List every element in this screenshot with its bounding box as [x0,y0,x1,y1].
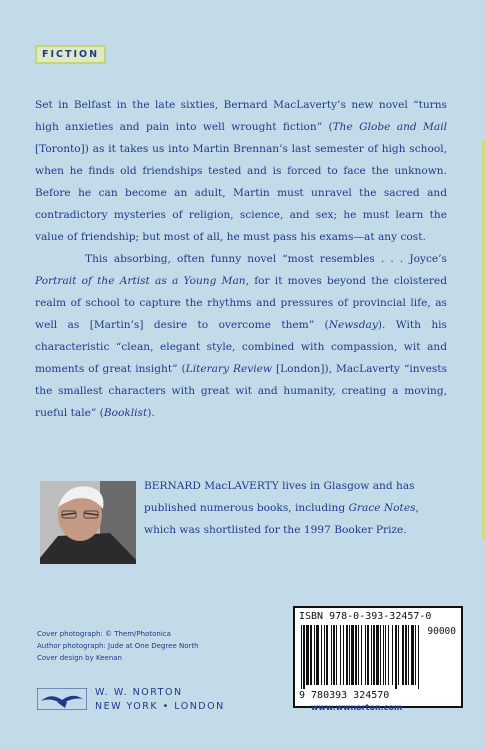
description-paragraph-2: This absorbing, often funny novel “most resembles . . . Joyce’s Portrait of the Artist as a Young Man, for it moves beyond the cloistered realm of school to capture the rhythms and pressures of provincial life, as well as [Martin’s] desire to overcome them” (Newsday). With his characteristic “clean, elegant style, combined with compassion, wit and moments of great insight” (Literary Review [London]), MacLaverty “invests the smallest characters with great wit and humanity, creating a moving, rueful tale” (Booklist). [35,253,448,419]
publisher-location: NEW YORK • LONDON [95,701,225,712]
author-photo [40,481,136,564]
cover-design-credit: Cover design by Keenan [37,654,122,662]
cover-photo-credit: Cover photograph: © Them/Photonica [37,630,171,638]
barcode-bars [299,625,459,691]
italic-title: The Globe and Mail [332,121,447,133]
seagull-logo-icon [37,688,87,710]
price-code: 90000 [427,626,456,637]
author-photo-credit: Author photograph: Jude at One Degree North [37,642,199,650]
italic-title: Literary Review [185,363,273,375]
description-paragraph-1: Set in Belfast in the late sixties, Bernard MacLaverty’s new novel “turns high anxieties and pain into well wrought fiction” (The Globe and Mail [Toronto]) as it takes us into Martin Brennan’s last semester of high school, when he finds old friendships tested and is forced to face the unknown. Before he can become an adult, Martin must unravel the sacred and contradictory mysteries of religion, science, and sex; he must learn the value of friendship; but most of all, he must pass his exams—at any cost. [35,99,447,243]
genre-label: FICTION [35,45,106,64]
isbn-number: ISBN 978-0-393-32457-0 [299,611,432,622]
italic-title: Booklist [103,407,148,419]
isbn-barcode [293,606,463,708]
italic-title: Portrait of the Artist as a Young Man [35,275,246,287]
italic-title: Newsday [328,319,378,331]
publisher-imprint [37,684,237,724]
publisher-name: W. W. NORTON [95,687,183,698]
credits [37,628,199,664]
book-description [35,94,447,424]
author-bio: BERNARD MacLAVERTY lives in Glasgow and has published numerous books, including Grace Notes, which was shortlisted for the 1997 Booker Prize. [144,480,419,536]
italic-title: Grace Notes [348,502,416,514]
barcode-digits: 9 780393 324570 [299,690,390,701]
publisher-name-block [95,686,225,714]
publisher-website: www.wwnorton.com [311,703,403,712]
